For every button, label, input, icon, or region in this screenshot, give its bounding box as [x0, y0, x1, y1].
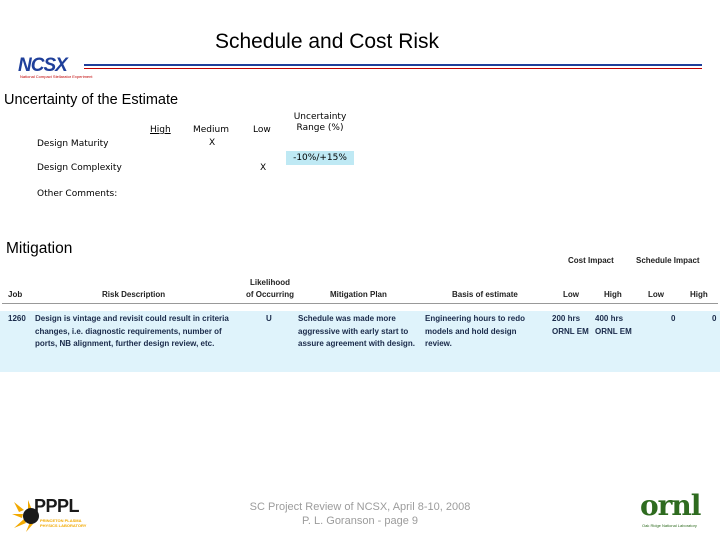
plan-line-2: aggressive with early start to	[298, 326, 409, 336]
ornl-logo	[638, 489, 712, 531]
row-likelihood: U	[266, 314, 272, 323]
basis-line-2: models and hold design	[425, 326, 517, 336]
ornl-logo-text: ornl	[640, 489, 701, 522]
mitigation-heading: Mitigation	[6, 240, 73, 257]
risk-line-3: ports, NB alignment, further design review, etc.	[35, 339, 215, 348]
risk-line-2: changes, i.e. diagnostic requirements, number of	[35, 326, 222, 336]
basis-line-3: review.	[425, 339, 452, 348]
schedule-impact-header: Schedule Impact	[636, 256, 700, 265]
col-risk-description: Risk Description	[102, 290, 166, 299]
col-likelihood-line1: Likelihood	[250, 278, 290, 287]
col-schedule-high: High	[690, 290, 708, 299]
plan-line-1: Schedule was made more	[298, 314, 396, 323]
basis-line-1: Engineering hours to redo	[425, 314, 526, 323]
ncsx-logo-text: NCSX	[18, 55, 67, 76]
col-cost-high: High	[604, 290, 622, 299]
footer-line-1: SC Project Review of NCSX, April 8-10, 2008	[249, 501, 471, 513]
maturity-medium-mark: X	[209, 138, 216, 148]
slide-title: Schedule and Cost Risk	[214, 30, 440, 53]
col-medium: Medium	[193, 125, 229, 135]
row-job: 1260	[8, 314, 26, 323]
cost-impact-header: Cost Impact	[568, 256, 614, 265]
row-schedule-low: 0	[671, 314, 676, 323]
row-risk-description	[35, 313, 245, 351]
cost-high-line-1: 400 hrs	[595, 314, 624, 323]
footer	[230, 500, 490, 528]
cost-low-line-2: ORNL EM	[552, 326, 589, 336]
row-cost-low	[552, 313, 589, 338]
risk-line-1: Design is vintage and revisit could result in criteria	[35, 314, 229, 323]
col-cost-low: Low	[563, 290, 579, 299]
col-basis-of-estimate: Basis of estimate	[452, 290, 518, 299]
pppl-logo-text: PPPL	[34, 496, 80, 516]
other-comments-label: Other Comments:	[37, 189, 118, 199]
uncertainty-range-value: -10%/+15%	[286, 151, 354, 165]
row-design-maturity: Design Maturity	[37, 139, 109, 149]
col-schedule-low: Low	[648, 290, 664, 299]
col-uncertainty-range: Uncertainty Range (%)	[293, 112, 347, 133]
footer-line-2: P. L. Goranson - page 9	[302, 515, 418, 527]
row-basis-of-estimate	[425, 313, 525, 351]
pppl-logo	[10, 496, 98, 534]
pppl-logo-subtitle: PRINCETON PLASMA PHYSICS LABORATORY	[40, 518, 87, 528]
col-likelihood-line2: of Occurring	[245, 290, 294, 299]
header-rule-blue	[84, 64, 702, 66]
cost-high-line-2: ORNL EM	[595, 326, 632, 336]
ncsx-logo	[18, 55, 114, 80]
uncertainty-heading: Uncertainty of the Estimate	[4, 92, 179, 108]
col-mitigation-plan: Mitigation Plan	[330, 290, 387, 299]
ornl-logo-subtitle: Oak Ridge National Laboratory	[642, 523, 697, 528]
plan-line-3: assure agreement with design.	[298, 339, 415, 348]
row-cost-high	[595, 313, 632, 338]
col-low: Low	[253, 125, 271, 135]
row-design-complexity: Design Complexity	[37, 163, 122, 173]
ncsx-logo-subtitle: National Compact Stellarator Experiment	[20, 74, 93, 79]
cost-low-line-1: 200 hrs	[552, 314, 581, 323]
complexity-low-mark: X	[260, 163, 267, 173]
header-rule-red	[84, 68, 702, 69]
col-job: Job	[8, 290, 23, 299]
col-high: High	[150, 125, 171, 135]
row-schedule-high: 0	[712, 314, 717, 323]
row-mitigation-plan	[298, 313, 415, 351]
mitigation-header-divider	[2, 303, 718, 304]
